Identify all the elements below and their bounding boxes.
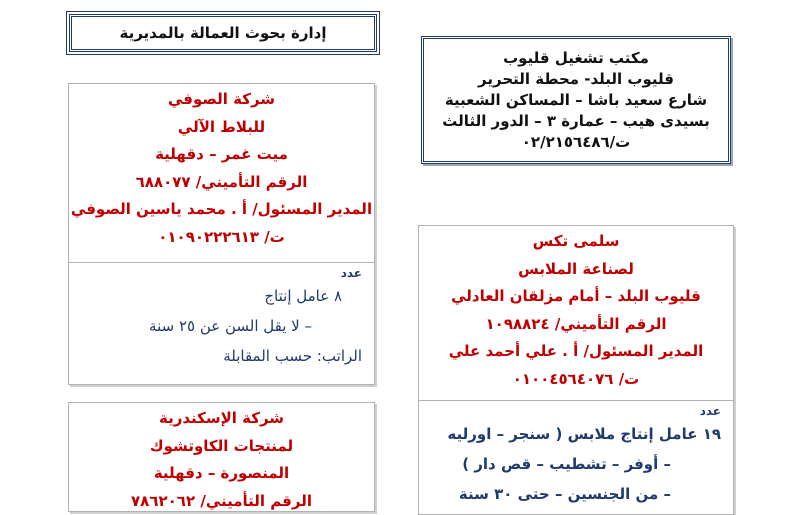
job-specialties: – أوفر – تشطيب – قص دار ) — [427, 449, 721, 479]
company-phone: ت/ ٠١٠٩٠٢٢٢٦١٣ — [158, 224, 285, 252]
insurance-number: الرقم التأميني/ ٧٨٦٢٠٦٢ — [131, 488, 312, 515]
job-line: ١٩ عامل إنتاج ملابس ( سنجر – اورليه — [427, 419, 721, 449]
age-requirement: – لا يقل السن عن ٢٥ سنة — [77, 311, 362, 341]
office-phone: ت/٠٢/٢١٥٦٤٨٦ — [522, 132, 630, 153]
job-details — [69, 262, 374, 371]
company-activity: لمنتجات الكاوتشوك — [150, 433, 293, 461]
company-info — [69, 403, 374, 515]
job-card-elsoufi — [68, 83, 375, 385]
company-name: شركة الإسكندرية — [159, 405, 284, 433]
job-card-salma-tex — [418, 225, 734, 515]
count-label: عدد — [427, 403, 721, 419]
count-label: عدد — [77, 265, 362, 281]
company-name: شركة الصوفي — [168, 86, 275, 114]
company-phone: ت/ ٠١٠٠٤٥٦٤٠٧٦ — [513, 366, 640, 394]
department-title-box — [69, 14, 377, 52]
insurance-number: الرقم التأميني/ ٦٨٨٠٧٧ — [136, 169, 308, 197]
office-name: مكتب تشغيل قليوب — [503, 48, 649, 69]
office-area: قليوب البلد- محطة التحرير — [478, 69, 674, 90]
company-address: ميت غمر – دقهلية — [155, 141, 288, 169]
job-details — [419, 400, 733, 509]
company-address: المنصورة – دقهلية — [154, 460, 289, 488]
company-info — [419, 226, 733, 400]
office-street: شارع سعيد باشا – المساكن الشعبية — [445, 90, 707, 111]
job-line: ٨ عامل إنتاج — [77, 281, 362, 311]
company-name: سلمى تكس — [533, 228, 620, 256]
department-title: إدارة بحوث العمالة بالمديرية — [119, 24, 326, 42]
employment-office-box — [421, 36, 731, 164]
company-address: قليوب البلد – أمام مزلقان العادلي — [451, 283, 701, 311]
company-info — [69, 84, 374, 262]
manager-name: المدير المسئول/ أ . محمد ياسين الصوفي — [71, 196, 372, 224]
gender-age-requirement: – من الجنسين – حتى ٣٠ سنة — [427, 479, 721, 509]
office-building: بسيدى هيب – عمارة ٣ – الدور الثالث — [442, 111, 709, 132]
company-activity: لصناعة الملابس — [518, 256, 634, 284]
job-card-alexandria — [68, 402, 375, 512]
salary-line: الراتب: حسب المقابلة — [77, 341, 362, 371]
insurance-number: الرقم التأميني/ ١٠٩٨٨٢٤ — [486, 311, 667, 339]
manager-name: المدير المسئول/ أ . علي أحمد علي — [449, 338, 704, 366]
company-activity: للبلاط الآلي — [178, 114, 265, 142]
